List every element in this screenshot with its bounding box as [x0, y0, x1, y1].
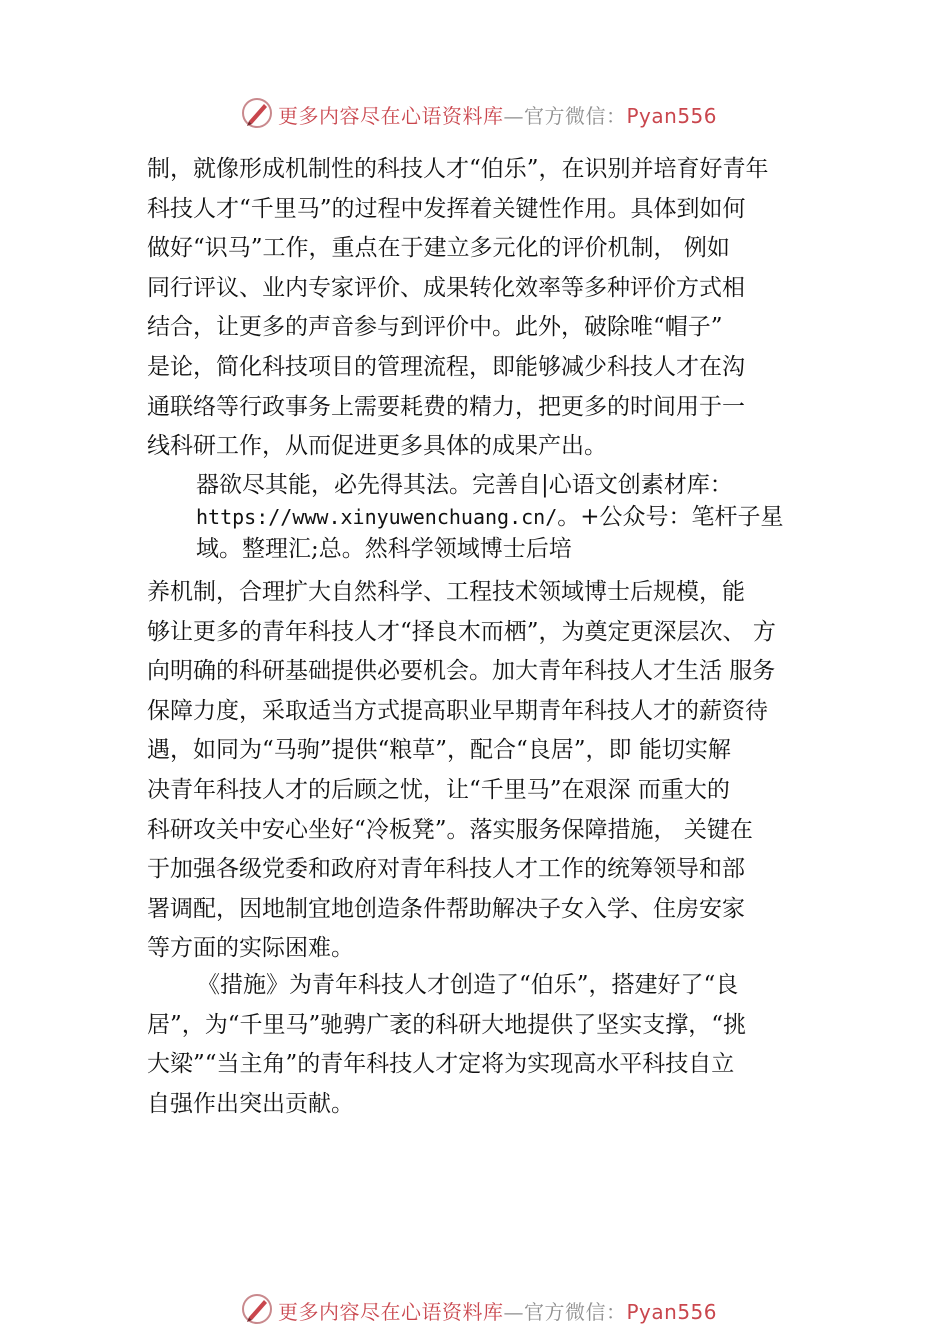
quote-line-3: 域。整理汇;总。然科学领域博士后培: [196, 536, 572, 562]
text-line: 是论，简化科技项目的管理流程，即能够减少科技人才在沟: [147, 353, 745, 380]
banner-wechat-id: Pyan556: [626, 1300, 718, 1324]
text-line: 制，就像形成机制性的科技人才“伯乐”，在识别并培育好青年: [147, 156, 769, 182]
banner-wechat-label: —官方微信：: [503, 1300, 627, 1324]
banner-wechat-label: —官方微信：: [503, 104, 627, 128]
pen-logo-icon: [240, 96, 274, 130]
quote-line-2-rest: 。+公众号：笔杆子星: [557, 504, 784, 530]
banner-library-name: 更多内容尽在心语资料库: [278, 104, 504, 128]
text-line: 居”，为“千里马”驰骋广袤的科研大地提供了坚实支撑，“挑: [147, 1011, 747, 1038]
text-line: 科技人才“千里马”的过程中发挥着关键性作用。具体到如何: [147, 195, 746, 222]
text-line: 大梁”“当主角”的青年科技人才定将为实现高水平科技自立: [147, 1051, 735, 1078]
text-line: 养机制，合理扩大自然科学、工程技术领域博士后规模，能: [147, 579, 745, 605]
text-line: 线科研工作，从而促进更多具体的成果产出。: [147, 433, 607, 460]
text-line: 做好“识马”工作，重点在于建立多元化的评价机制， 例如: [147, 235, 730, 262]
inserted-watermark-block: [196, 469, 836, 565]
banner-text: [278, 100, 717, 129]
text-line: 结合，让更多的声音参与到评价中。此外，破除唯“帽子”: [147, 314, 723, 341]
text-line: 遇，如同为“马驹”提供“粮草”，配合“良居”，即 能切实解: [147, 737, 731, 764]
text-line: 向明确的科研基础提供必要机会。加大青年科技人才生活 服务: [147, 658, 776, 685]
banner-wechat-id: Pyan556: [626, 104, 718, 128]
text-line: 自强作出突出贡献。: [147, 1090, 354, 1117]
text-line: 决青年科技人才的后顾之忧，让“千里马”在艰深 而重大的: [147, 776, 730, 803]
text-line: 科研攻关中安心坐好“冷板凳”。落实服务保障措施， 关键在: [147, 816, 753, 843]
text-line: 署调配，因地制宜地创造条件帮助解决子女入学、住房安家: [147, 895, 745, 922]
quote-line-2: [196, 501, 836, 533]
paragraph-3: [147, 966, 837, 1124]
text-line: 等方面的实际困难。: [147, 935, 354, 962]
banner-text: [278, 1296, 717, 1325]
text-line: 同行评议、业内专家评价、成果转化效率等多种评价方式相: [147, 274, 745, 301]
text-line: 《措施》为青年科技人才创造了“伯乐”，搭建好了“良: [197, 972, 739, 998]
text-line: 够让更多的青年科技人才“择良木而栖”，为奠定更深层次、 方: [147, 618, 776, 645]
quote-line-1: 器欲尽其能，必先得其法。完善自|心语文创素材库：: [196, 472, 733, 498]
paragraph-2: [147, 573, 837, 969]
footer-banner: [0, 1290, 950, 1330]
paragraph-1: [147, 150, 837, 467]
text-line: 保障力度，采取适当方式提高职业早期青年科技人才的薪资待: [147, 697, 768, 724]
source-url: https://www.xinyuwenchuang.cn/: [196, 505, 558, 529]
header-banner: [0, 94, 950, 134]
pen-logo-icon: [240, 1292, 274, 1326]
banner-library-name: 更多内容尽在心语资料库: [278, 1300, 504, 1324]
text-line: 通联络等行政事务上需要耗费的精力，把更多的时间用于一: [147, 393, 745, 420]
text-line: 于加强各级党委和政府对青年科技人才工作的统筹领导和部: [147, 856, 745, 883]
